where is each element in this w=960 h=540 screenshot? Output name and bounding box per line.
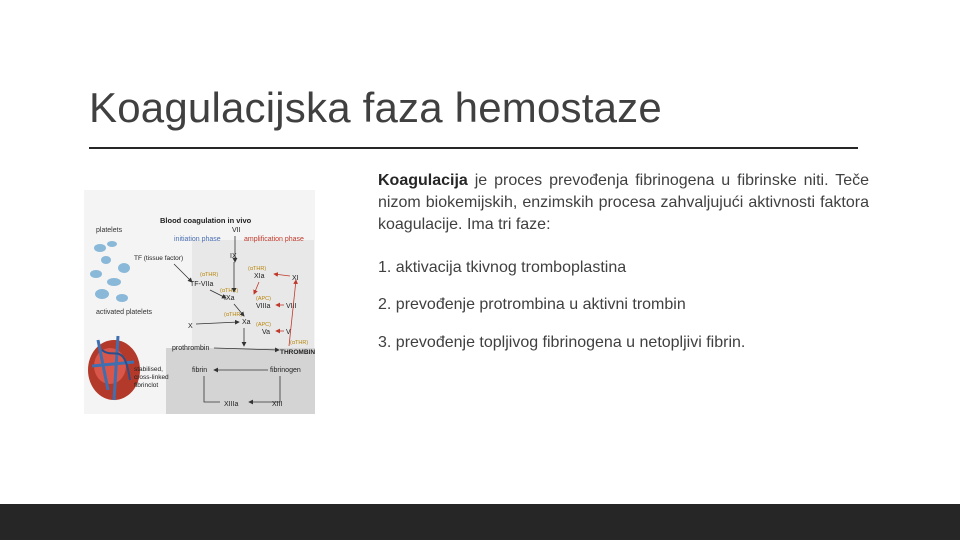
xiiia-label: XIIIa	[224, 401, 239, 408]
intro-text: je proces prevođenja fibrinogena u fibrinske niti. Teče nizom biokemijskih, enzimskih procesa zahvaljujući aktivnosti faktora koagulacije. Ima tri faze:	[378, 172, 869, 233]
xi-label: XI	[292, 275, 299, 282]
list-item: 3. prevođenje topljivog fibrinogena u netopljivi fibrin.	[378, 334, 746, 351]
x-label: X	[188, 323, 193, 330]
ixa-label: IXa	[224, 295, 235, 302]
slide-title: Koagulacijska faza hemostaze	[89, 84, 662, 131]
diagram-title: Blood coagulation in vivo	[160, 216, 252, 225]
footer-bar	[0, 504, 960, 540]
clot-panel	[166, 348, 315, 414]
fibrinclot-label: fibrinclot	[134, 382, 159, 389]
fibrinogen-label: fibrinogen	[270, 367, 301, 374]
tf-tissue-label: TF (tissue factor)	[134, 255, 184, 262]
athr-note-5: (αTHR)	[290, 340, 309, 346]
va-label: Va	[262, 329, 271, 336]
viii-label: VIII	[286, 303, 297, 310]
apc-note-1: (APC)	[256, 296, 271, 302]
tf-viia-label: TF-VIIa	[190, 281, 214, 288]
content-text	[378, 170, 869, 351]
athr-note-3: (αTHR)	[224, 312, 243, 318]
list-item: 1. aktivacija tkivnog tromboplastina	[378, 259, 627, 276]
v-label: V	[286, 329, 291, 336]
prothrombin-label: prothrombin	[172, 345, 210, 352]
activated-platelets-label: activated platelets	[96, 309, 153, 316]
xiii-label: XIII	[272, 401, 283, 408]
fibrin-label: fibrin	[192, 367, 208, 374]
viiia-label: VIIIa	[256, 303, 271, 310]
stabilised-label: stabilised,	[134, 366, 163, 373]
vii-label: VII	[232, 227, 241, 234]
athr-note-1: (αTHR)	[200, 272, 219, 278]
xia-label: XIa	[254, 273, 265, 280]
platelets-label: platelets	[96, 227, 123, 234]
phase-amplification-label: amplification phase	[244, 236, 304, 243]
apc-note-2: (APC)	[256, 322, 271, 328]
ix-label: IX	[230, 253, 237, 260]
thrombin-label: THROMBIN	[280, 349, 315, 356]
list-item: 2. prevođenje protrombina u aktivni trombin	[378, 296, 686, 313]
term-koagulacija: Koagulacija	[378, 172, 468, 189]
cross-linked-label: cross-linked	[134, 374, 169, 381]
amplification-panel	[192, 240, 314, 348]
phase-initiation-label: initiation phase	[174, 236, 221, 243]
athr-note-4: (αTHR)	[248, 266, 267, 272]
title-divider	[89, 147, 858, 149]
coagulation-diagram	[84, 190, 315, 414]
xa-label: Xa	[242, 319, 251, 326]
athr-note-2: (αTHR)	[220, 288, 239, 294]
intro-paragraph	[378, 170, 869, 236]
